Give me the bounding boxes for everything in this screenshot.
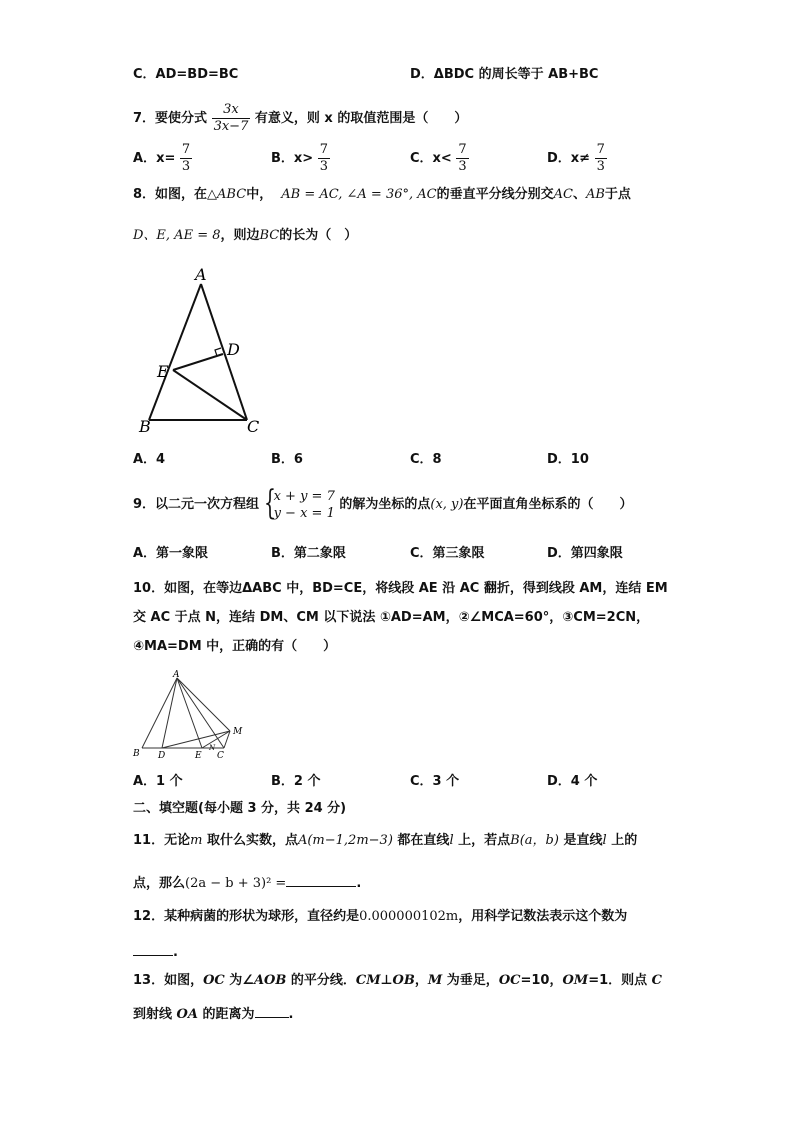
- q7-prefix: 7．要使分式: [133, 111, 208, 126]
- q11-line1: [133, 832, 637, 850]
- q7-option-a: [133, 142, 192, 175]
- q11-math: (2a − b + 3)² =: [185, 876, 287, 891]
- q13-math: C: [651, 973, 663, 988]
- q10-line3: ④MA=DM 中，正确的有（ ）: [133, 639, 337, 654]
- option-fraction: [318, 142, 330, 175]
- q8-option-a: A．4: [133, 452, 166, 467]
- q8-math: AB = AC, ∠A = 36°, AC: [281, 187, 437, 202]
- q10-option-d: D．4 个: [547, 774, 598, 789]
- q12-line1: [133, 908, 627, 926]
- q8-text: 于点: [604, 187, 631, 202]
- label-e: E: [157, 362, 169, 381]
- q6-option-d: D．ΔBDC 的周长等于 AB+BC: [410, 67, 599, 82]
- q11-text: 上，若点: [458, 833, 511, 848]
- equation-1: x + y = 7: [273, 488, 335, 504]
- q13-text: 为∠: [229, 973, 254, 988]
- q13-math: CM: [355, 973, 381, 988]
- q7-suffix: 有意义，则 x 的取值范围是（ ）: [254, 111, 468, 126]
- q8-math: AB: [585, 187, 605, 202]
- q8-option-b: B．6: [271, 452, 303, 467]
- q8-text: ，则边: [220, 228, 260, 243]
- option-relation: x>: [293, 151, 314, 166]
- q13-math: M: [427, 973, 443, 988]
- q13-text: ，: [414, 973, 428, 988]
- q13-text: 为垂足，: [446, 973, 499, 988]
- option-label: D．: [547, 151, 571, 166]
- section-heading: 二、填空题(每小题 3 分，共 24 分): [133, 801, 347, 816]
- q10-triangle-figure: [130, 668, 255, 763]
- q11-line2: [133, 872, 361, 893]
- q11-math: B(a，b): [510, 833, 559, 848]
- q8-option-d: D．10: [547, 452, 589, 467]
- q13-line2: [133, 1003, 293, 1024]
- q11-text: 点，那么: [133, 876, 186, 891]
- q10-option-c: C．3 个: [410, 774, 460, 789]
- q11-math: A(m−1,2m−3): [297, 833, 393, 848]
- q7-frac-den: 3x−7: [213, 119, 249, 134]
- frac-den: 3: [458, 159, 467, 174]
- q13-math: OA: [176, 1007, 198, 1022]
- option-relation: x=: [156, 151, 176, 166]
- option-fraction: [456, 142, 468, 175]
- left-brace: {: [263, 482, 276, 523]
- q8-line1: [133, 186, 631, 204]
- q8-line2: [133, 227, 357, 245]
- q8-text: 中，: [246, 187, 273, 202]
- q11-text: 是直线: [563, 833, 603, 848]
- frac-den: 3: [319, 159, 329, 174]
- q13-text: 13．如图，: [133, 973, 204, 988]
- q9-option-a: A．第一象限: [133, 546, 209, 561]
- q10-option-a: A．1 个: [133, 774, 183, 789]
- label-a: A: [173, 670, 180, 680]
- q12-line2: [133, 941, 178, 962]
- q8-text: 、: [572, 187, 586, 202]
- q9-question: [133, 482, 633, 523]
- q10-line2: 交 AC 于点 N，连结 DM、CM 以下说法 ①AD=AM，②∠MCA=60°，③CM=2CN，: [133, 610, 650, 625]
- q11-math: l: [449, 833, 454, 848]
- q7-frac-num: 3x: [223, 102, 239, 117]
- option-label: C．: [410, 151, 433, 166]
- q8-option-c: C．8: [410, 452, 442, 467]
- option-label: B．: [271, 151, 294, 166]
- label-c: C: [217, 751, 224, 761]
- equation-2: y − x = 1: [273, 505, 335, 521]
- label-e: E: [195, 751, 202, 761]
- q13-math: OC: [203, 973, 225, 988]
- label-c: C: [247, 417, 260, 436]
- q13-math: OM: [562, 973, 589, 988]
- q10-option-b: B．2 个: [271, 774, 321, 789]
- q10-line1: 10．如图，在等边ΔABC 中，BD=CE，将线段 AE 沿 AC 翻折，得到线段 AM，连结 EM: [133, 581, 668, 596]
- frac-num: 7: [319, 142, 329, 157]
- q9-prefix: 9．以二元一次方程组: [133, 497, 260, 512]
- q13-math: OB: [392, 973, 415, 988]
- option-fraction: [180, 142, 192, 175]
- q13-text: 的距离为: [202, 1007, 255, 1022]
- q8-math: AC: [553, 187, 573, 202]
- frac-den: 3: [596, 159, 605, 174]
- q13-math: OC: [498, 973, 521, 988]
- option-label: A．: [133, 151, 157, 166]
- q13-text: =1．则点: [588, 973, 648, 988]
- option-relation: x<: [432, 151, 452, 166]
- q8-math: BC: [259, 228, 280, 243]
- q9-suffix: 在平面直角坐标系的（ ）: [463, 497, 633, 512]
- q9-option-d: D．第四象限: [547, 546, 623, 561]
- q12-text: 12．某种病菌的形状为球形，直径约是: [133, 909, 360, 924]
- q8-math: D、E, AE = 8: [133, 228, 221, 243]
- q8-text: 的长为（ ）: [279, 228, 358, 243]
- q11-text: 上的: [611, 833, 638, 848]
- q11-text: .: [356, 876, 362, 891]
- label-b: B: [133, 749, 140, 759]
- label-m: M: [233, 727, 243, 737]
- q13-text: .: [288, 1007, 294, 1022]
- answer-blank[interactable]: [133, 941, 173, 956]
- q9-option-b: B．第二象限: [271, 546, 346, 561]
- q7-question: [133, 102, 467, 135]
- q11-math: m: [190, 833, 203, 848]
- q12-text: .: [173, 945, 178, 960]
- q7-option-d: [547, 142, 607, 175]
- label-d: D: [227, 340, 240, 359]
- q12-value: 0.000000102m: [359, 909, 459, 924]
- q8-text: 8．如图，在: [133, 187, 208, 202]
- q8-math: △ABC: [207, 187, 247, 202]
- frac-num: 7: [458, 142, 467, 157]
- q13-line1: [133, 972, 662, 990]
- answer-blank[interactable]: [286, 872, 356, 887]
- q8-text: 的垂直平分线分别交: [436, 187, 554, 202]
- q7-fraction: [212, 102, 251, 135]
- frac-den: 3: [181, 159, 191, 174]
- q9-point: (x, y): [430, 497, 464, 512]
- label-b: B: [139, 417, 151, 436]
- q11-text: 都在直线: [397, 833, 450, 848]
- q13-text: ⊥: [380, 973, 393, 988]
- q12-text: ，用科学记数法表示这个数为: [458, 909, 628, 924]
- q9-equation-system: [263, 482, 335, 523]
- frac-num: 7: [596, 142, 605, 157]
- label-a: A: [195, 265, 207, 284]
- label-d: D: [158, 751, 166, 761]
- q9-option-c: C．第三象限: [410, 546, 485, 561]
- q11-text: 取什么实数，点: [206, 833, 298, 848]
- q13-text: 到射线: [133, 1007, 173, 1022]
- q7-option-c: [410, 142, 469, 175]
- q13-text: =10，: [520, 973, 563, 988]
- option-fraction: [595, 142, 607, 175]
- option-relation: x≠: [570, 151, 591, 166]
- q11-math: l: [602, 833, 607, 848]
- q13-text: 的平分线．: [290, 973, 356, 988]
- q7-option-b: [271, 142, 330, 175]
- q13-math: AOB: [253, 973, 287, 988]
- q8-triangle-figure: [135, 262, 275, 437]
- frac-num: 7: [181, 142, 191, 157]
- q6-option-c: C．AD=BD=BC: [133, 67, 239, 82]
- q11-text: 11．无论: [133, 833, 191, 848]
- label-n: N: [209, 744, 216, 752]
- answer-blank[interactable]: [255, 1003, 289, 1018]
- q9-mid: 的解为坐标的点: [339, 497, 431, 512]
